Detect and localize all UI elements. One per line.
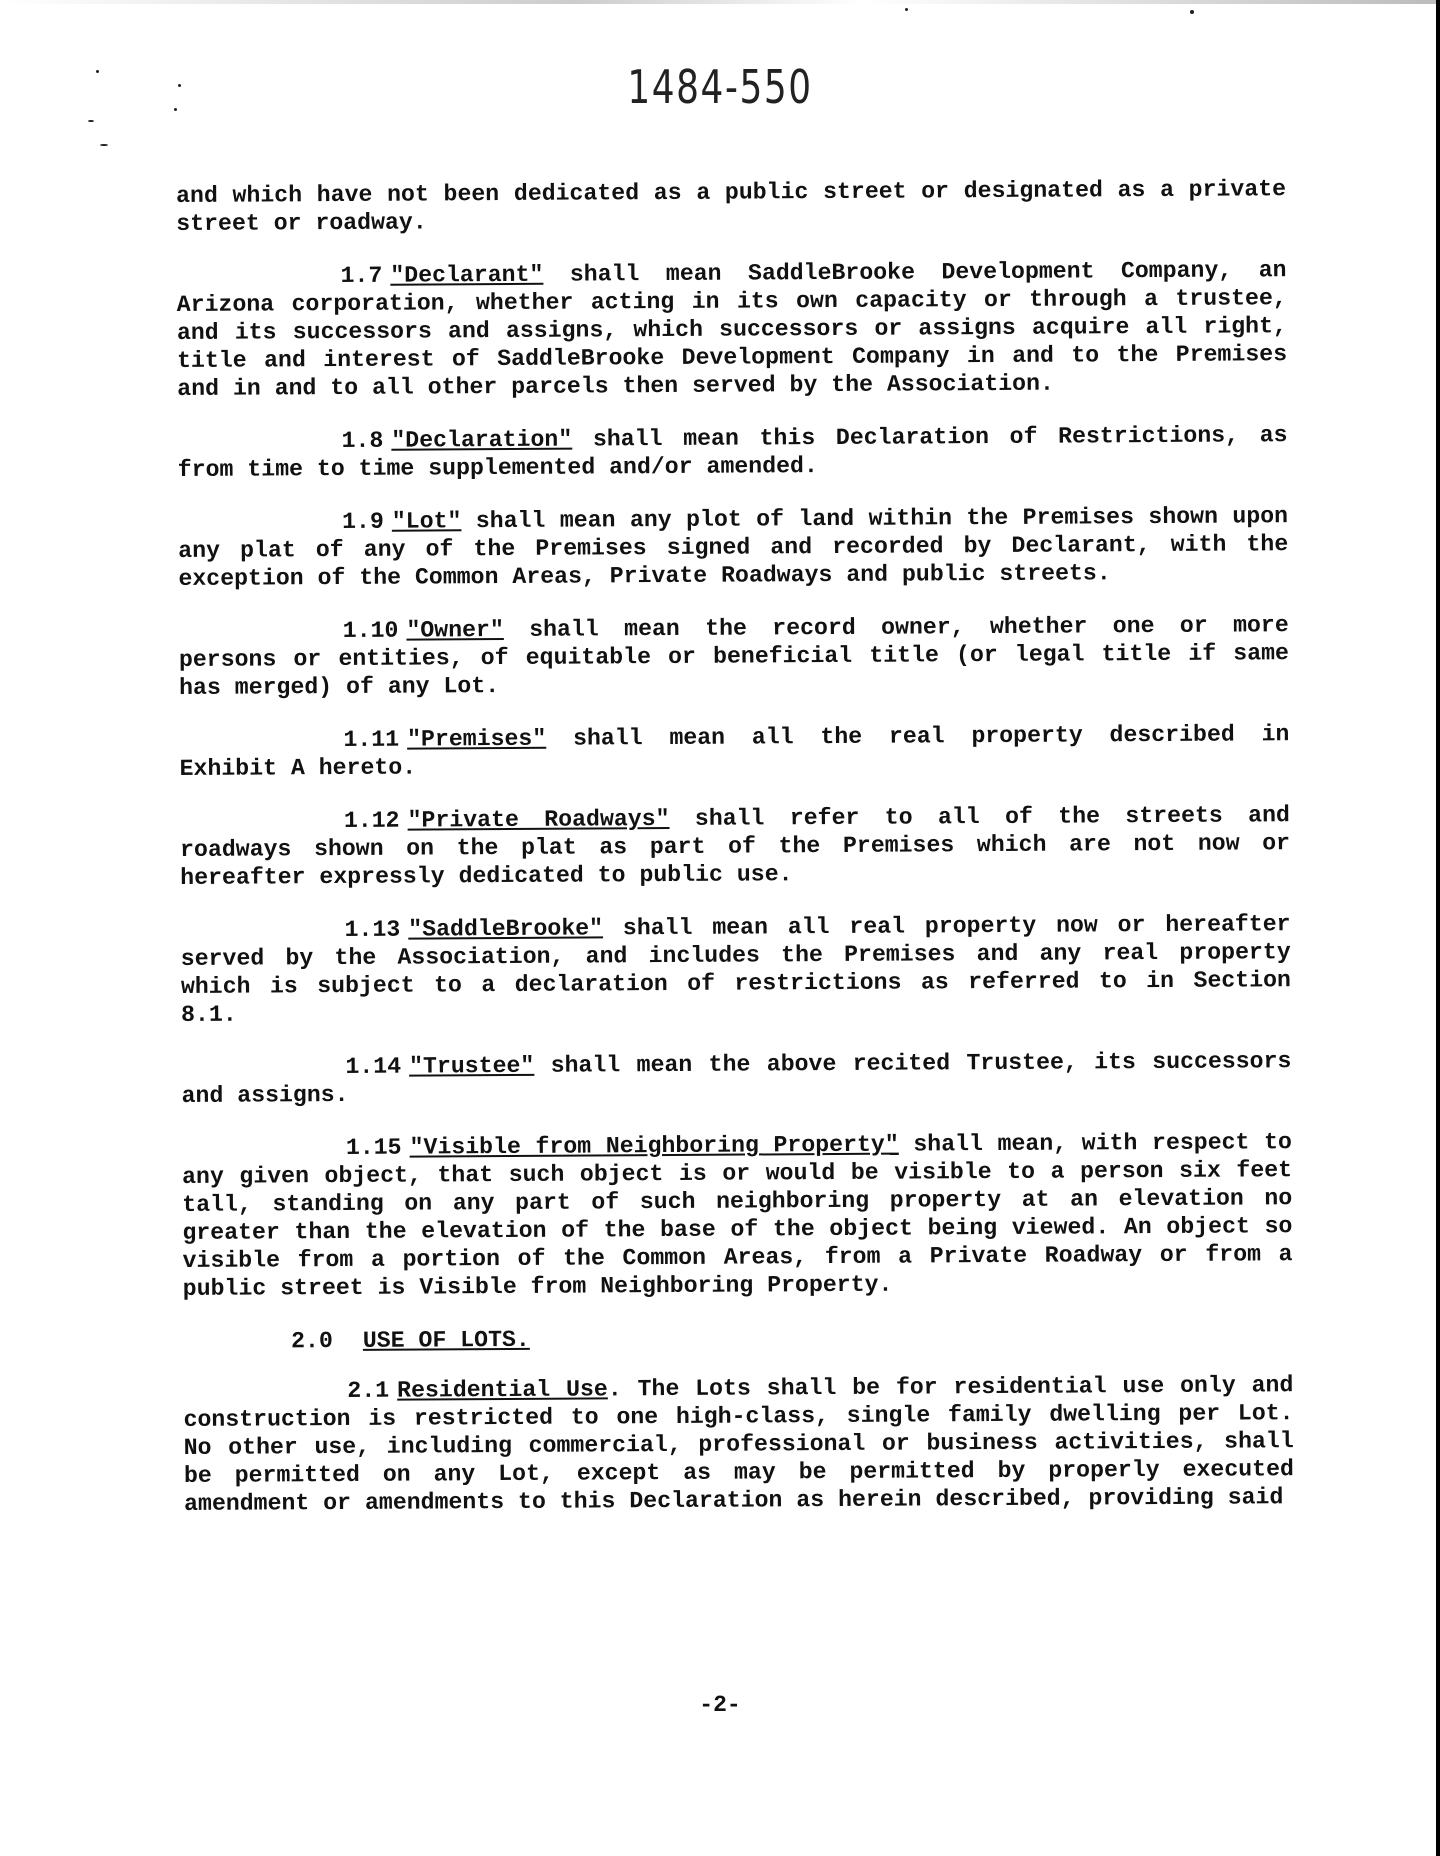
section-number: 1.11 [343,726,400,753]
document-number: 1484-550 [627,60,813,114]
definition-text: shall mean any plot of land within the Premises shown upon any plat of any of the Premises signed and recorded by Declarant, with the exception of the Common Areas, Private Roadways and public streets. [178,503,1289,592]
definition-1-8 [178,421,1288,484]
definition-1-9 [178,502,1288,593]
scan-speck [905,8,908,11]
section-number: 2.1 [347,1377,390,1404]
defined-term: "SaddleBrooke" [408,915,604,943]
definition-text: shall mean all the real property described in Exhibit A hereto. [179,721,1290,782]
defined-term: "Declarant" [390,261,544,289]
definition-1-12 [180,801,1290,892]
section-title: USE OF LOTS. [362,1326,530,1354]
subsection-title: Residential Use [397,1376,608,1404]
definition-text: shall mean the record owner, whether one or more persons or entities, of equitable or beneficial title (or legal title if same has merged) of any Lot. [178,612,1289,701]
scan-speck [1190,10,1194,14]
section-number: 2.0 [291,1328,333,1355]
definition-text: shall mean, with respect to any given object, that such object is or would be visible to a person six feet tall, standing on any part of such neighboring property at an elevation no greater than the elevation of the base of the object being viewed. An object so visible from a portion of the Common Areas, from a Private Roadway or from a public street is Visible from Neighboring Property. [181,1129,1293,1302]
definition-1-15 [182,1128,1293,1303]
defined-term: "Declaration" [391,426,573,454]
subsection-text: . The Lots shall be for residential use only and construction is restricted to one high-class, single family dwelling per Lot. No other use, including commercial, professional or business activities, shall be permitted on any Lot, except as may be permitted by properly executed amendment or amendments to this Declaration as herein described, providing said [183,1372,1294,1517]
defined-term: "Lot" [391,508,462,535]
section-number: 1.12 [343,807,400,834]
definition-1-13 [180,910,1291,1029]
section-number: 1.7 [340,262,383,289]
defined-term: "Trustee" [409,1052,535,1080]
scan-edge-right [1436,0,1440,1856]
section-number: 1.10 [342,617,399,644]
scan-speck [96,70,99,73]
section-number: 1.9 [342,508,384,535]
section-number: 1.13 [344,916,401,943]
definition-1-7 [176,256,1287,403]
definition-text: shall mean SaddleBrooke Development Company, an Arizona corporation, whether acting in its own capacity or through a trustee, and its successors and assigns, which successors or assigns acquire all right, title and interest of SaddleBrooke Development Company in and to the Premises and in and to all other parcels then served by the Association. [176,257,1288,402]
defined-term: "Visible from Neighboring Property" [409,1131,899,1161]
definition-text: shall mean this Declaration of Restrictions, as from time to time supplemented and/or amended. [177,422,1288,483]
definition-text: shall mean all real property now or hereafter served by the Association, and includes the Premises and any real property which is subject to a declaration of restrictions as referred to in Section 8.1. [180,911,1291,1028]
definition-text: shall mean the above recited Trustee, its successors and assigns. [181,1048,1292,1109]
defined-term: "Private Roadways" [407,805,670,834]
section-number: 1.15 [345,1134,402,1161]
document-body [176,175,1294,1543]
section-number: 1.8 [341,427,384,454]
defined-term: "Premises" [407,725,547,753]
section-2-heading [183,1321,1293,1356]
subsection-2-1 [183,1371,1294,1518]
scan-speck [88,120,94,122]
definition-1-11 [179,720,1289,783]
page-number: -2- [699,1692,741,1718]
intro-paragraph: and which have not been dedicated as a public street or designated as a private street or roadway. [176,176,1287,237]
scan-speck [100,144,108,146]
definition-text: shall refer to all of the streets and roadways shown on the plat as part of the Premises which are not now or hereafter expressly dedicated to public use. [180,802,1291,891]
scan-edge-top [0,0,1440,4]
definition-1-14 [181,1047,1291,1110]
section-number: 1.14 [345,1053,402,1080]
definition-1-10 [179,611,1289,702]
defined-term: "Owner" [406,617,504,644]
